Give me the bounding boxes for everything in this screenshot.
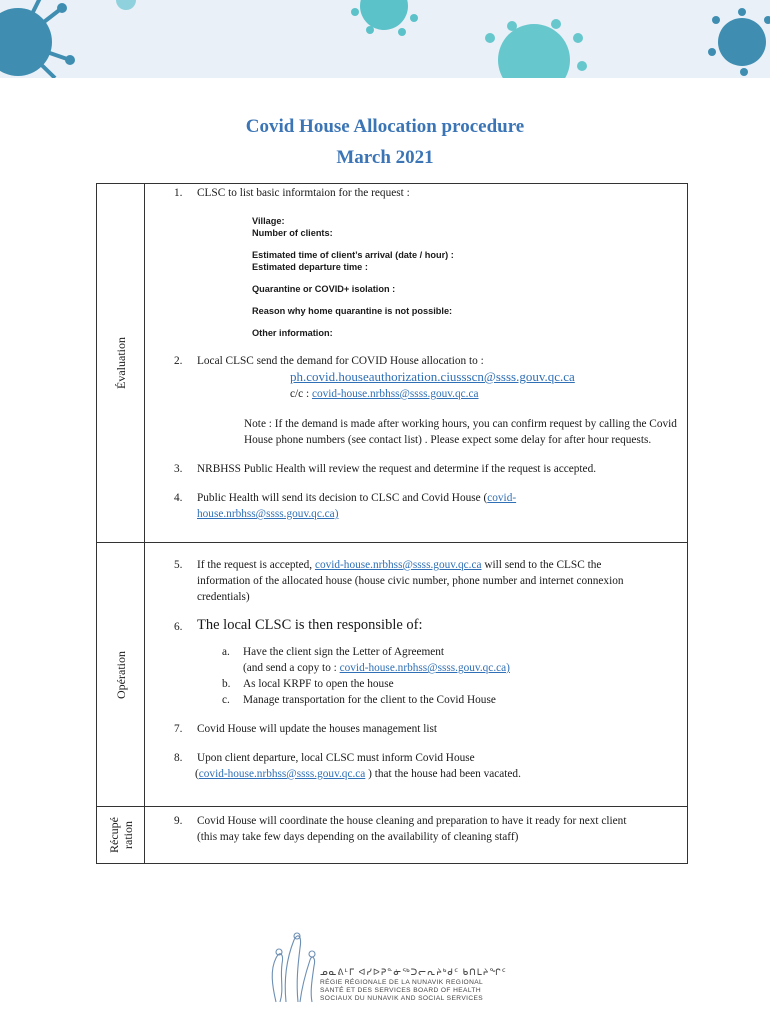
nrbhss-logo: ᓄᓇᕕᒻᒥ ᐊᓯᐅᕈᓐᓃᖅᑐᓕᕆᔨᒃᑯᑦ ᑲᑎᒪᔨᖏᑦ RÉGIE RÉGIONALE DE LA NUNAVIK REGIONAL SANTÉ ET DES SERVICES BOARD OF HEALTH SOCIAUX DU NUNAVIK AND SOCIAL SERVICES [266,930,478,1005]
section-label-cell [97,807,145,864]
covid-house-email-link[interactable]: covid-house.nrbhss@ssss.gouv.qc.ca) [339,662,510,674]
step-2-emails [145,369,687,386]
logo-figures-icon [266,930,318,1005]
field-arrival: Estimated time of client’s arrival (date / hour) : [252,250,454,260]
header-banner [0,0,770,78]
operation-content [145,543,688,807]
field-isolation: Quarantine or COVID+ isolation : [252,284,396,294]
operation-row [97,543,688,807]
step-7: 7. Covid House will update the houses management list [174,723,438,735]
step-6b: b. As local KRPF to open the house [222,678,394,690]
evaluation-content: 1. CLSC to list basic informtaion for the request : Village: Number of clients: Estimated time of client’s arrival (date / hour) : Estimated departure time : Quarantine or COVID+ isolation : Reason why home quarantine is not possible: Other information: 2. Local CLSC send the demand for COVID House allocation to : ph.covid.houseauthorization.ciussscn@ssss.gouv.qc.ca c/c : covid-house.nrbhss@ssss.gouv.qc.ca Note : If the demand is made after working hours, you can confirm request by calling the Covid House phone numbers (see contact list) . Please expect some delay for after hour requests. 3. NRBHSS Public Health will review the request and determine if the request is accepted. 4. Public Health will send its decision to CLSC and Covid House (covid- house.nrbhss@ssss.gouv.qc.ca) [145,184,688,543]
section-operation-label: Opération [113,650,128,699]
step-1: 1. CLSC to list basic informtaion for the request : [174,187,410,199]
section-recuperation-label: Récupé ration [106,817,135,853]
covid-house-email-link[interactable]: covid-house.nrbhss@ssss.gouv.qc.ca [314,559,482,571]
step-8: 8. Upon client departure, local CLSC must inform Covid House (covid-house.nrbhss@ssss.gouv.qc.ca ) that the house had been vacated. [174,752,521,780]
covid-house-email-link[interactable]: covid- [487,492,517,504]
procedure-table [96,183,688,864]
step-6: 6. The local CLSC is then responsible of: [174,617,423,633]
step-2: 2. Local CLSC send the demand for COVID House allocation to : [174,355,484,367]
section-label-cell [97,543,145,807]
authorization-email-link[interactable]: ph.covid.houseauthorization.ciussscn@ssss.gouv.qc.ca [290,369,575,384]
recuperation-row [97,807,688,864]
covid-house-email-link-cont[interactable]: house.nrbhss@ssss.gouv.qc.ca) [197,508,339,520]
step-6c: c. Manage transportation for the client to the Covid House [222,694,496,706]
step-9: 9. Covid House will coordinate the house cleaning and preparation to have it ready for next client (this may take few days depending on the availability of cleaning staff) [174,815,627,843]
field-clients: Number of clients: [252,228,333,238]
field-reason: Reason why home quarantine is not possible: [252,306,453,316]
evaluation-row [97,184,688,543]
document-date: March 2021 [336,147,434,168]
cc-email-link[interactable]: covid-house.nrbhss@ssss.gouv.qc.ca [311,388,479,400]
field-departure: Estimated departure time : [252,262,368,272]
recuperation-content [145,807,688,864]
virus-decoration [0,0,770,78]
field-other: Other information: [252,328,333,338]
step-4: 4. Public Health will send its decision to CLSC and Covid House (covid- house.nrbhss@ssss.gouv.qc.ca) [174,492,517,520]
field-village: Village: [252,216,285,226]
section-label-cell [97,184,145,543]
step-6a: a. Have the client sign the Letter of Agreement (and send a copy to : covid-house.nrbhss@ssss.gouv.qc.ca) [222,646,510,674]
section-evaluation-label: Évaluation [113,337,128,389]
request-fields [145,215,687,339]
after-hours-note: Note : If the demand is made after working hours, you can confirm request by calling the Covid House phone numbers (see contact list) . Please expect some delay for after hour requests. [244,418,677,446]
step-5: 5. If the request is accepted, covid-house.nrbhss@ssss.gouv.qc.ca will send to the CLSC the information of the allocated house (house civic number, phone number and internet connexion credentials) [174,559,624,603]
logo-inuktitut-text: ᓄᓇᕕᒻᒥ ᐊᓯᐅᕈᓐᓃᖅᑐᓕᕆᔨᒃᑯᑦ ᑲᑎᒪᔨᖏᑦ [320,967,507,977]
document-title: Covid House Allocation procedure [245,116,525,137]
covid-house-email-link[interactable]: covid-house.nrbhss@ssss.gouv.qc.ca [198,768,366,780]
step-3: 3. NRBHSS Public Health will review the request and determine if the request is accepted. [174,463,597,475]
